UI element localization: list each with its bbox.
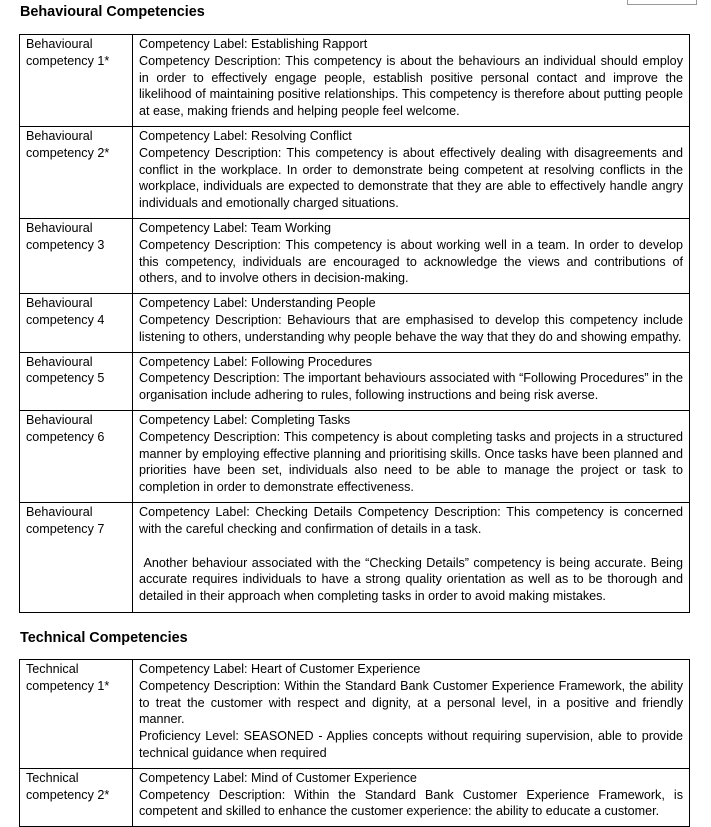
competency-details	[133, 660, 690, 769]
table-row	[20, 126, 690, 218]
behavioural-heading: Behavioural Competencies	[20, 4, 205, 20]
competency-description: Competency Description: This competency is about the behaviours an individual should employ in order to effectively engage people, establish positive personal contact and improve the likelihood of maintaining positive relationships. This competency is therefore about putting people at ease, making friends and helping people feel welcome.	[139, 53, 683, 119]
corner-frame	[627, 0, 697, 5]
competency-description-extra: Another behaviour associated with the “Checking Details” competency is being accurate. Being accurate requires individuals to have a strong quality orientation as well as to be thorough and detailed in their approach when completing tasks in order to avoid making mistakes.	[139, 555, 687, 604]
competency-label: Competency Label: Understanding People	[139, 296, 376, 311]
competency-number: Behavioural competency 5	[20, 352, 133, 410]
competency-details	[133, 35, 690, 127]
competency-label: Competency Label: Resolving Conflict	[139, 128, 352, 143]
competency-description: Competency Description: Within the Standard Bank Customer Experience Framework, the ability to treat the customer with respect and dignity, at a personal level, in a positive and friendly manner.	[139, 678, 683, 727]
competency-label: Competency Label: Team Working	[139, 220, 332, 235]
competency-label: Competency Label: Completing Tasks	[139, 412, 351, 427]
competency-details	[133, 218, 690, 293]
competency-description: Competency Description: The important behaviours associated with “Following Procedures” in the organisation include adhering to rules, following instructions and being risk averse.	[139, 371, 683, 403]
technical-heading: Technical Competencies	[20, 630, 188, 646]
competency-details	[133, 126, 690, 218]
proficiency-level: Proficiency Level: SEASONED - Applies concepts without requiring supervision, able to provide technical guidance when required	[139, 729, 683, 760]
competency-label: Competency Label: Mind of Customer Experience	[139, 770, 417, 785]
table-row	[20, 660, 690, 769]
competency-number: Behavioural competency 3	[20, 218, 133, 293]
competency-description: Competency Description: This competency is about effectively dealing with disagreements and conflict in the workplace. In order to demonstrate being competent at resolving conflicts in the workplace, individuals are expected to demonstrate that they are able to effectively handle angry individuals and emotionally charged situations.	[139, 145, 683, 211]
table-row	[20, 294, 690, 352]
table-row	[20, 35, 690, 127]
competency-label: Competency Label: Establishing Rapport	[139, 37, 368, 51]
competency-number: Behavioural competency 1*	[20, 35, 133, 127]
table-row	[20, 410, 690, 502]
competency-label-description	[139, 504, 683, 538]
competency-number: Behavioural competency 7	[20, 502, 133, 612]
table-row	[20, 352, 690, 410]
competency-number: Behavioural competency 4	[20, 294, 133, 352]
competency-number: Behavioural competency 2*	[20, 126, 133, 218]
competency-details	[133, 502, 690, 612]
paragraph-gap	[139, 538, 683, 555]
behavioural-table	[19, 34, 690, 613]
table-row	[20, 768, 690, 826]
competency-description: Competency Description: This competency is about completing tasks and projects in a structured manner by employing effective planning and prioritising skills. Once tasks have been planned and priorities have been set, individuals also need to be able to manage the project or task to completion in order to demonstrate effectiveness.	[139, 429, 683, 495]
competency-number: Technical competency 1*	[20, 660, 133, 769]
competency-label: Competency Label: Heart of Customer Experience	[139, 662, 421, 676]
competency-details	[133, 768, 690, 826]
table-row	[20, 218, 690, 293]
technical-table	[19, 659, 690, 827]
competency-details	[133, 294, 690, 352]
competency-details	[133, 352, 690, 410]
competency-number: Behavioural competency 6	[20, 410, 133, 502]
competency-number: Technical competency 2*	[20, 768, 133, 826]
competency-label: Competency Label: Checking Details	[139, 504, 353, 519]
competency-description: Competency Description: Behaviours that are emphasised to develop this competency include listening to others, understanding why people behave the way that they do and showing empathy.	[139, 312, 683, 344]
competency-details	[133, 410, 690, 502]
competency-description: Competency Description: This competency is about working well in a team. In order to develop this competency, individuals are encouraged to acknowledge the views and contributions of others, and to involve others in decision-making.	[139, 237, 683, 286]
competency-description: Competency Description: This competency is concerned with the careful checking and confirmation of details in a task.	[139, 504, 683, 536]
competency-description: Competency Description: Within the Standard Bank Customer Experience Framework, is competent and skilled to enhance the customer experience: the ability to educate a customer.	[139, 787, 683, 819]
table-row	[20, 502, 690, 612]
competency-label: Competency Label: Following Procedures	[139, 354, 373, 369]
